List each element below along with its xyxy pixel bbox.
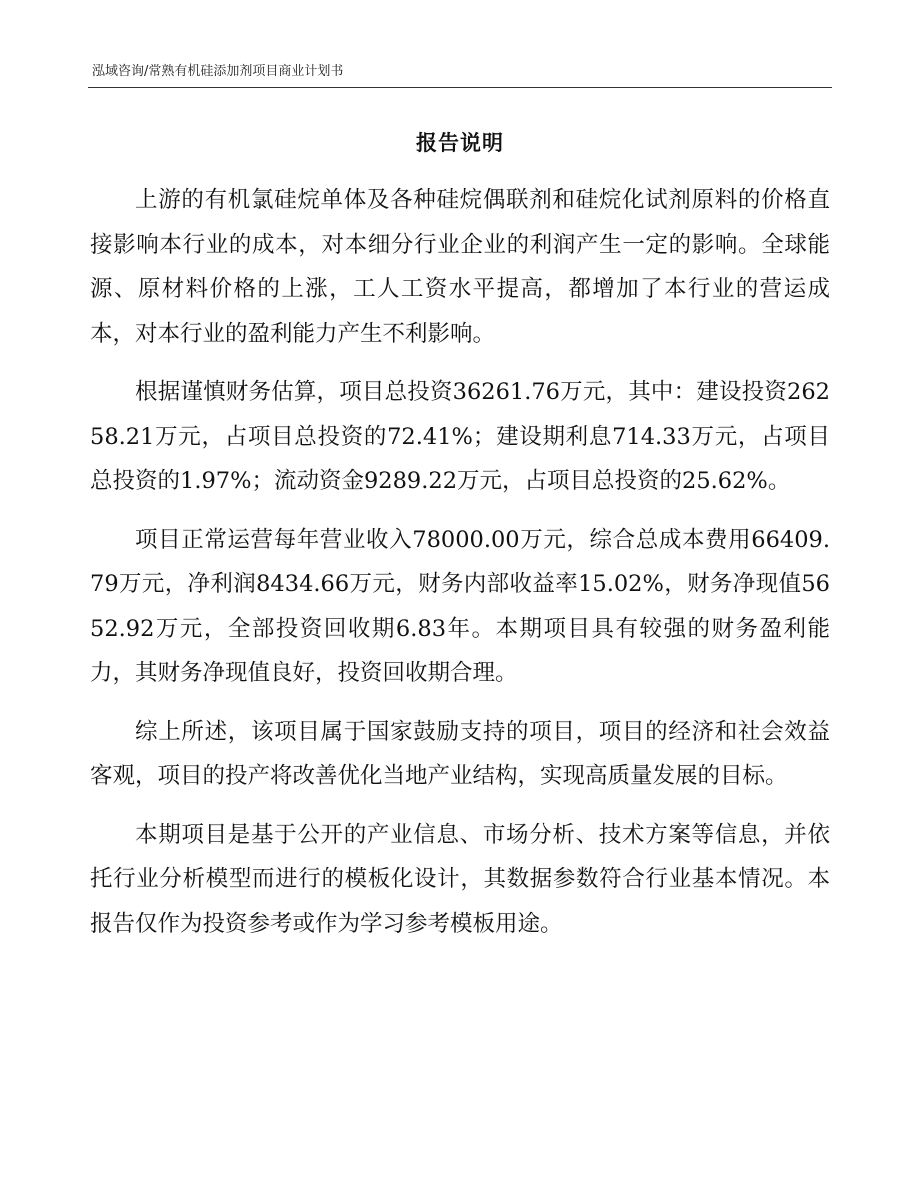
paragraph-summary: 综上所述，该项目属于国家鼓励支持的项目，项目的经济和社会效益客观，项目的投产将改善优化当地产业结构，实现高质量发展的目标。 bbox=[90, 718, 830, 789]
paragraph-cost-impact: 上游的有机氯硅烷单体及各种硅烷偶联剂和硅烷化试剂原料的价格直接影响本行业的成本，对本细分行业企业的利润产生一定的影响。全球能源、原材料价格的上涨，工人工资水平提高，都增加了本行业的营运成本，对本行业的盈利能力产生不利影响。 bbox=[90, 187, 830, 347]
document-body bbox=[90, 178, 830, 960]
page-title: 报告说明 bbox=[416, 131, 504, 155]
header-rule bbox=[88, 87, 832, 88]
paragraph-investment-estimate: 根据谨慎财务估算，项目总投资36261.76万元，其中：建设投资26258.21万元，占项目总投资的72.41%；建设期利息714.33万元，占项目总投资的1.97%；流动资金9289.22万元，占项目总投资的25.62%。 bbox=[90, 379, 830, 494]
paragraph-disclaimer: 本期项目是基于公开的产业信息、市场分析、技术方案等信息，并依托行业分析模型而进行的模板化设计，其数据参数符合行业基本情况。本报告仅作为投资参考或作为学习参考模板用途。 bbox=[90, 821, 830, 937]
running-header: 泓域咨询/常熟有机硅添加剂项目商业计划书 bbox=[92, 64, 344, 79]
paragraph-financial-returns: 项目正常运营每年营业收入78000.00万元，综合总成本费用66409.79万元，净利润8434.66万元，财务内部收益率15.02%，财务净现值5652.92万元，全部投资回收期6.83年。本期项目具有较强的财务盈利能力，其财务净现值良好，投资回收期合理。 bbox=[90, 526, 830, 686]
